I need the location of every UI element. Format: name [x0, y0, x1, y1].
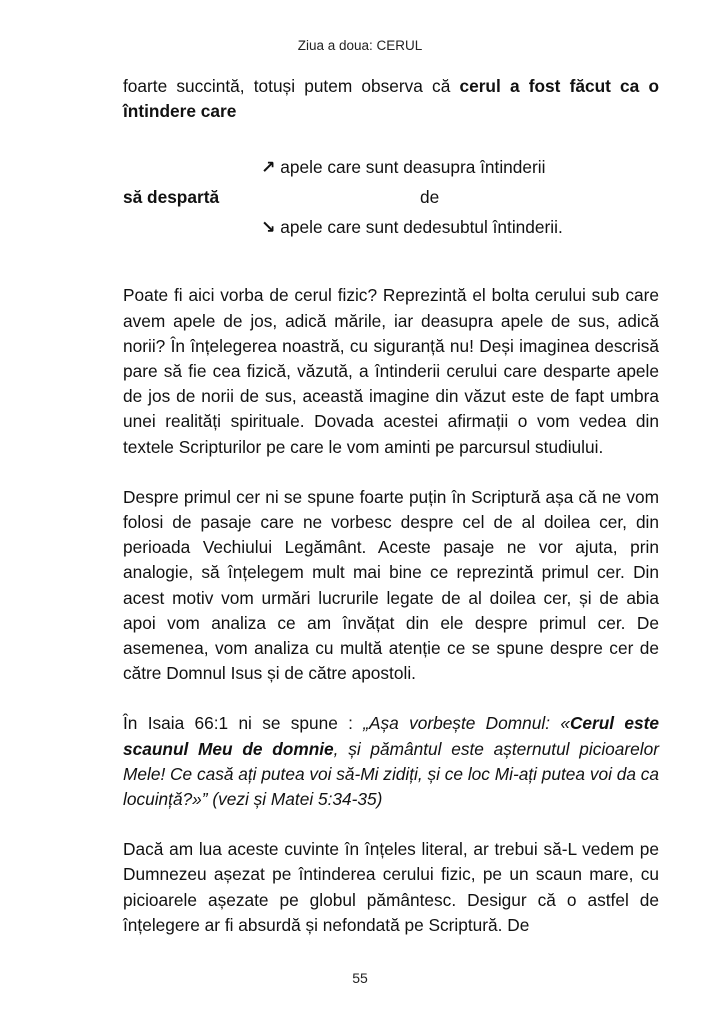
intro-paragraph — [123, 74, 659, 124]
upper-waters-text: apele care sunt deasupra întinderii — [280, 157, 546, 178]
page-number: 55 — [352, 970, 368, 986]
paragraph-1: Poate fi aici vorba de cerul fizic? Reprezintă el bolta cerului sub care avem apele de jos, adică mările, iar deasupra apele de sus, adică norii? În înțelegerea noastră, cu siguranță nu! Deși imaginea descrisă pare să fie cea fizică, văzută, a întinderii cerului care desparte apele de jos de norii de sus, această imagine din văzut este de fapt umbra unei realități spirituale. Dovada acestei afirmații o vom vedea din textele Scripturilor pe care le vom aminti pe parcursul studiului. — [123, 285, 659, 457]
lower-waters-line — [261, 215, 563, 240]
arrow-up-right-icon: ↗ — [261, 157, 276, 178]
p3-intro: În Isaia 66:1 ni se spune : — [123, 713, 364, 734]
page-body — [123, 74, 659, 938]
separation-diagram — [123, 149, 659, 249]
intro-bold-text: cerul a fost făcut ca o întindere care — [123, 76, 659, 122]
separate-label-text: să despartă — [123, 187, 220, 208]
running-header: Ziua a doua: CERUL — [297, 38, 423, 53]
p3-quote-start: „Așa vorbește Domnul: « — [363, 713, 570, 734]
arrow-down-right-icon: ↘ — [261, 217, 276, 238]
paragraph-3 — [123, 711, 659, 812]
intro-text: foarte succintă, totuși putem observa că — [123, 76, 460, 96]
paragraph-4: Dacă am lua aceste cuvinte în înțeles literal, ar trebui să-L vedem pe Dumnezeu așezat pe întinderea cerului fizic, pe un scaun mare, cu picioarele așezate pe globul pământesc. Desigur că o astfel de înțelegere ar fi absurdă și nefondată pe Scriptură. De — [123, 839, 659, 935]
upper-waters-line — [261, 155, 545, 180]
p3-quote-emphasis: Cerul este scaunul Meu de domnie — [123, 713, 659, 759]
lower-waters-text: apele care sunt dedesubtul întinderii. — [280, 217, 563, 238]
p3-quote-end: , și pământul este așternutul picioarelor Mele! Ce casă ați putea voi să-Mi zidiți, și ce loc Mi-ați putea voi da ca locuință?»” (vezi și Matei 5:34-35) — [123, 738, 659, 810]
middle-word: de — [420, 187, 440, 208]
separate-label — [123, 185, 219, 210]
paragraph-2: Despre primul cer ni se spune foarte puțin în Scriptură așa că ne vom folosi de pasaje care ne vorbesc despre cel de al doilea cer, din perioada Vechiului Legământ. Aceste pasaje ne vor ajuta, prin analogie, să înțelegem mult mai bine ce reprezintă primul cer. Din acest motiv vom urmări lucrurile legate de al doilea cer, și de abia apoi vom analiza ce am învățat din ele despre primul cer. De asemenea, vom analiza cu multă atenție ce se spune despre cer de către Domnul Isus și de către apostoli. — [123, 486, 659, 684]
